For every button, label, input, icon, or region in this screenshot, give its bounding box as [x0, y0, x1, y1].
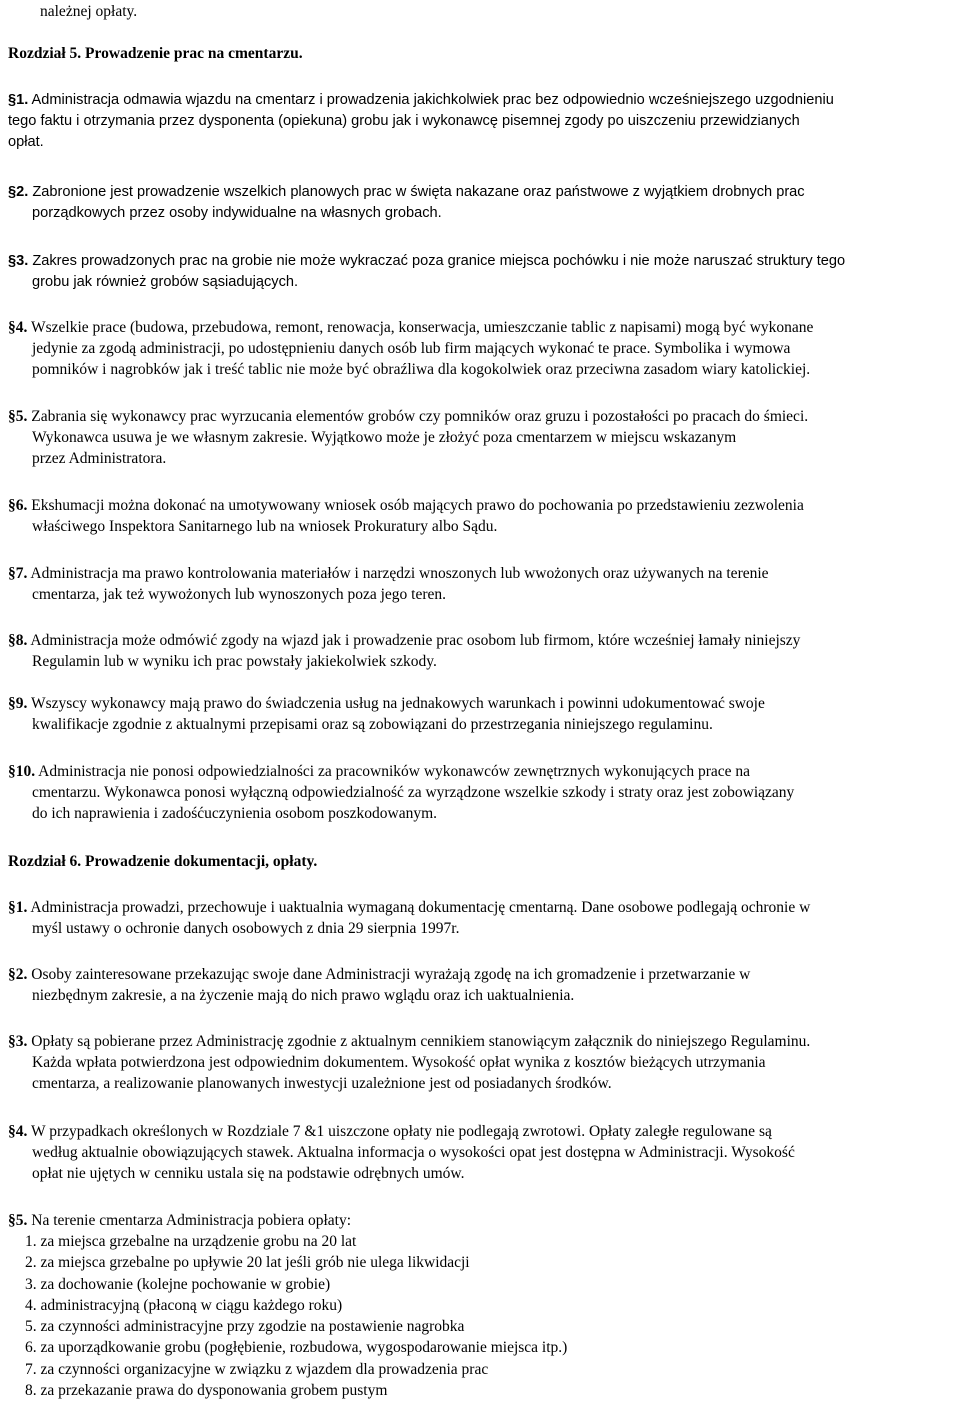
ch6-paragraph-4 [8, 1121, 956, 1184]
paragraph-line: Zabrania się wykonawcy prac wyrzucania elementów grobów czy pomników oraz gruzu i pozostałości po pracach do śmieci. [31, 408, 809, 425]
paragraph-number: §7. [8, 565, 28, 582]
paragraph-line: jedynie za zgodą administracji, po udostępnieniu danych osób lub firm mających wykonać te prace. Symbolika i wymowa [32, 340, 791, 357]
ch5-paragraph-9 [8, 693, 956, 735]
paragraph-line: cmentarza, a realizowanie planowanych inwestycji uzależnione jest od posiadanych środków. [32, 1075, 612, 1092]
paragraph-number: §1. [8, 92, 29, 108]
paragraph-line: opłat nie ujętych w cenniku ustala się na podstawie odrębnych umów. [32, 1165, 465, 1182]
paragraph-line: Wszyscy wykonawcy mają prawo do świadczenia usług na jednakowych warunkach i powinni udokumentować swoje [30, 695, 765, 712]
paragraph-line: kwalifikacje zgodnie z aktualnymi przepisami oraz są zobowiązani do przestrzegania niniejszego regulaminu. [32, 716, 713, 733]
ch5-paragraph-7 [8, 563, 956, 605]
paragraph-number: §8. [8, 632, 28, 649]
ch6-paragraph-5 [8, 1210, 956, 1231]
paragraph-line: Administracja prowadzi, przechowuje i uaktualnia wymaganą dokumentację cmentarną. Dane osobowe podlegają ochronie w [30, 899, 811, 916]
continued-text: należnej opłaty. [40, 3, 138, 20]
paragraph-line: opłat. [8, 134, 44, 150]
paragraph-number: §3. [8, 253, 29, 269]
paragraph-line: Zabronione jest prowadzenie wszelkich planowych prac w święta nakazane oraz państwowe z wyjątkiem drobnych prac [32, 184, 805, 200]
fee-list [25, 1231, 567, 1401]
paragraph-number: §2. [8, 184, 29, 200]
paragraph-number: §2. [8, 966, 28, 983]
paragraph-line: właściwego Inspektora Sanitarnego lub na wniosek Prokuratury albo Sądu. [32, 518, 498, 535]
paragraph-line: Każda wpłata potwierdzona jest odpowiednim dokumentem. Wysokość opłat wynika z kosztów bieżących utrzymania [32, 1054, 766, 1071]
paragraph-line: Opłaty są pobierane przez Administrację zgodnie z aktualnym cennikiem stanowiącym załącznik do niniejszego Regulaminu. [31, 1033, 811, 1050]
paragraph-number: §5. [8, 408, 28, 425]
paragraph-number: §6. [8, 497, 28, 514]
paragraph-number: §9. [8, 695, 28, 712]
paragraph-line: grobu jak również grobów sąsiadujących. [32, 274, 299, 290]
paragraph-number: §4. [8, 319, 28, 336]
list-item: 4. administracyjną (płaconą w ciągu każdego roku) [25, 1296, 343, 1314]
paragraph-line: cmentarzu. Wykonawca ponosi wyłączną odpowiedzialność za wyrządzone wszelkie szkody i straty oraz jest zobowiązany [32, 784, 795, 801]
paragraph-line: W przypadkach określonych w Rozdziale 7 &1 uiszczone opłaty nie podlegają zwrotowi. Opłaty zaległe regulowane są [30, 1123, 772, 1140]
ch5-paragraph-10 [8, 761, 956, 824]
list-item: 2. za miejsca grzebalne po upływie 20 lat jeśli grób nie ulega likwidacji [25, 1254, 470, 1272]
ch6-paragraph-3 [8, 1031, 956, 1094]
ch5-paragraph-6 [8, 495, 956, 537]
ch5-paragraph-2 [8, 182, 956, 224]
list-item: 3. za dochowanie (kolejne pochowanie w grobie) [25, 1275, 331, 1293]
list-item: 8. za przekazanie prawa do dysponowania grobem pustym [25, 1382, 388, 1400]
paragraph-line: Zakres prowadzonych prac na grobie nie może wykraczać poza granice miejsca pochówku i nie może naruszać struktury tego [32, 253, 846, 269]
paragraph-line: Administracja odmawia wjazdu na cmentarz i prowadzenia jakichkolwiek prac bez odpowiednio wcześniejszego uzgodnieniu [31, 92, 834, 108]
paragraph-line: do ich naprawienia i zadośćuczynienia osobom poszkodowanym. [32, 805, 438, 822]
paragraph-line: przez Administratora. [32, 450, 167, 467]
paragraph-line: Wszelkie prace (budowa, przebudowa, remont, renowacja, konserwacja, umieszczanie tablic z napisami) mogą być wykonane [30, 319, 814, 336]
paragraph-line: Regulamin lub w wyniku ich prac powstały jakiekolwiek szkody. [32, 653, 437, 670]
paragraph-line: myśl ustawy o ochronie danych osobowych z dnia 29 sierpnia 1997r. [32, 920, 460, 937]
paragraph-line: Ekshumacji można dokonać na umotywowany wniosek osób mających prawo do pochowania po przedstawieniu zezwolenia [31, 497, 804, 514]
chapter-6-heading: Rozdział 6. Prowadzenie dokumentacji, opłaty. [8, 853, 318, 870]
paragraph-line: Administracja może odmówić zgody na wjazd jak i prowadzenie prac osobom lub firmom, które wcześniej łamały niniejszy [30, 632, 801, 649]
list-item: 6. za uporządkowanie grobu (pogłębienie, rozbudowa, wygospodarowanie miejsca itp.) [25, 1339, 568, 1357]
ch6-paragraph-2 [8, 964, 956, 1006]
list-item: 7. za czynności organizacyjne w związku z wjazdem dla prowadzenia prac [25, 1360, 489, 1378]
ch6-paragraph-1 [8, 897, 956, 939]
ch5-paragraph-1 [8, 90, 956, 153]
paragraph-number: §3. [8, 1033, 28, 1050]
paragraph-line: Administracja ma prawo kontrolowania materiałów i narzędzi wnoszonych lub wwożonych oraz używanych na terenie [30, 565, 769, 582]
paragraph-line: cmentarza, jak też wywożonych lub wynoszonych poza jego teren. [32, 586, 447, 603]
paragraph-line: pomników i nagrobków jak i treść tablic nie może być obraźliwa dla kogokolwiek oraz przeciwna zasadom wiary katolickiej. [32, 361, 811, 378]
chapter-5-heading: Rozdział 5. Prowadzenie prac na cmentarzu. [8, 45, 303, 62]
paragraph-line: niezbędnym zakresie, a na życzenie mają do nich prawo wglądu oraz ich uaktualnienia. [32, 987, 575, 1004]
paragraph-number: §4. [8, 1123, 28, 1140]
ch5-paragraph-3 [8, 251, 956, 293]
paragraph-line: Administracja nie ponosi odpowiedzialności za pracowników wykonawców zewnętrznych wykonujących prace na [38, 763, 751, 780]
paragraph-line: Na terenie cmentarza Administracja pobiera opłaty: [31, 1212, 352, 1229]
list-item: 5. za czynności administracyjne przy zgodzie na postawienie nagrobka [25, 1318, 465, 1336]
paragraph-number: §5. [8, 1212, 28, 1229]
paragraph-line: według aktualnie obowiązujących stawek. Aktualna informacja o wysokości opat jest dostępna w Administracji. Wysokość [32, 1144, 795, 1161]
paragraph-number: §10. [8, 763, 36, 780]
paragraph-number: §1. [8, 899, 28, 916]
paragraph-line: Osoby zainteresowane przekazując swoje dane Administracji wyrażają zgodę na ich gromadzenie i przetwarzanie w [31, 966, 751, 983]
paragraph-line: porządkowych przez osoby indywidualne na własnych grobach. [32, 205, 442, 221]
ch5-paragraph-4 [8, 317, 956, 380]
paragraph-line: tego faktu i otrzymania przez dysponenta (opiekuna) grobu jak i wykonawcę pisemnej zgody po uiszczeniu przewidzianych [8, 113, 800, 129]
paragraph-line: Wykonawca usuwa je we własnym zakresie. Wyjątkowo może je złożyć poza cmentarzem w miejscu wskazanym [32, 429, 737, 446]
list-item: 1. za miejsca grzebalne na urządzenie grobu na 20 lat [25, 1233, 357, 1250]
ch5-paragraph-5 [8, 406, 956, 469]
ch5-paragraph-8 [8, 630, 956, 672]
